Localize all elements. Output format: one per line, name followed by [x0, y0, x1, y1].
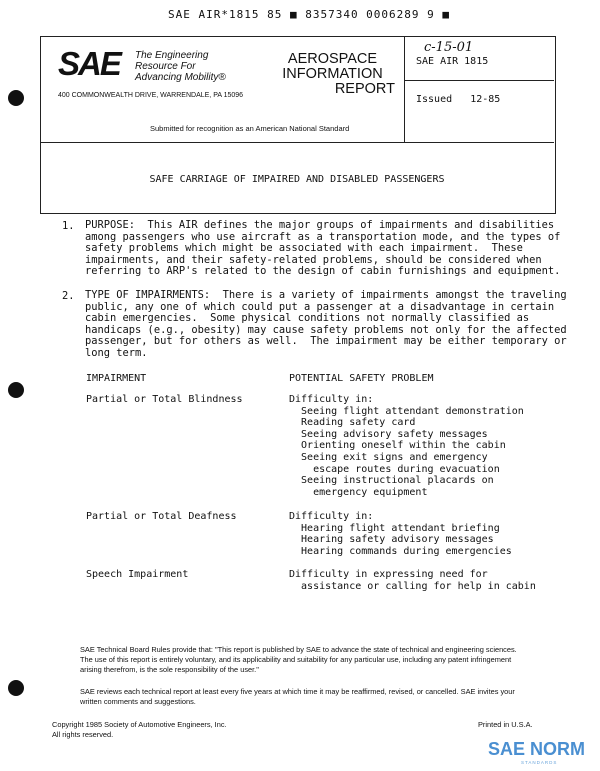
header-divider [40, 142, 554, 143]
printed-in: Printed in U.S.A. [478, 720, 533, 729]
header-cell-divider [404, 80, 554, 81]
report-type: AEROSPACE INFORMATION REPORT [282, 51, 395, 97]
sae-norm-watermark: SAE NORM [488, 739, 586, 759]
submitted-note: Submitted for recognition as an American National Standard [150, 124, 350, 133]
section-purpose: PURPOSE: This AIR defines the major groups of impairments and disabilities among passengers who use aircraft as a transportation mode, and the types of safety problems which might be associated with each impairment. These impairments, and their safety-related problems, should be considered when referring to ARP's related to the design of cabin furnishings and equipment. [85, 219, 561, 278]
column-header-impairment: IMPAIRMENT [86, 373, 147, 384]
handwritten-note: c-15-01 [424, 40, 474, 55]
impairment-cell: Speech Impairment [86, 569, 189, 580]
board-rules-note: SAE Technical Board Rules provide that: "This report is published by SAE to advance the state of technical and engineering sciences. The use of this report is entirely voluntary, and its applicability and suitability for any particular use, including any patent infringement arising therefrom, is the sole responsibility of the user." [80, 645, 517, 674]
impairment-cell: Partial or Total Blindness [86, 394, 243, 405]
punch-hole [8, 90, 24, 106]
punch-hole [8, 680, 24, 696]
section-number: 1. [62, 220, 75, 232]
document-title: SAFE CARRIAGE OF IMPAIRED AND DISABLED PASSENGERS [149, 174, 445, 185]
document-number: SAE AIR 1815 [416, 56, 489, 67]
impairment-cell: Partial or Total Deafness [86, 511, 237, 522]
column-header-problem: POTENTIAL SAFETY PROBLEM [289, 373, 434, 384]
sae-norm-watermark-sub: STANDARDS [521, 760, 558, 765]
punch-hole [8, 382, 24, 398]
issued-date: Issued 12-85 [416, 94, 501, 105]
review-note: SAE reviews each technical report at least every five years at which time it may be reaffirmed, revised, or cancelled. SAE invites your written comments and suggestions. [80, 687, 515, 706]
section-number: 2. [62, 290, 75, 302]
problem-cell: Difficulty in expressing need for assistance or calling for help in cabin [289, 569, 536, 592]
section-impairments: TYPE OF IMPAIRMENTS: There is a variety of impairments amongst the traveling public, any one of which could put a passenger at a disadvantage in certain cabin emergencies. Some physical conditions not normally classified as handicaps (e.g., obesity) may cause safety problems not only for the affected passenger, but for others as well. The impairment may be either temporary or long term. [85, 289, 567, 359]
scan-header: SAE AIR*1815 85 ■ 8357340 0006289 9 ■ [168, 8, 451, 21]
problem-cell: Difficulty in: Seeing flight attendant demonstration Reading safety card Seeing advisory safety messages Orienting oneself within the cabin Seeing exit signs and emergency escape routes during evacuation Seeing instructional placards on emergency equipment [289, 394, 524, 498]
problem-cell: Difficulty in: Hearing flight attendant briefing Hearing safety advisory messages Hearing commands during emergencies [289, 511, 512, 557]
sae-address: 400 COMMONWEALTH DRIVE, WARRENDALE, PA 15096 [58, 92, 244, 99]
header-column-divider [404, 36, 405, 142]
sae-tagline: The Engineering Resource For Advancing Mobility® [135, 50, 226, 83]
sae-logo: SAE [58, 45, 120, 82]
copyright: Copyright 1985 Society of Automotive Engineers, Inc. All rights reserved. [52, 720, 227, 739]
